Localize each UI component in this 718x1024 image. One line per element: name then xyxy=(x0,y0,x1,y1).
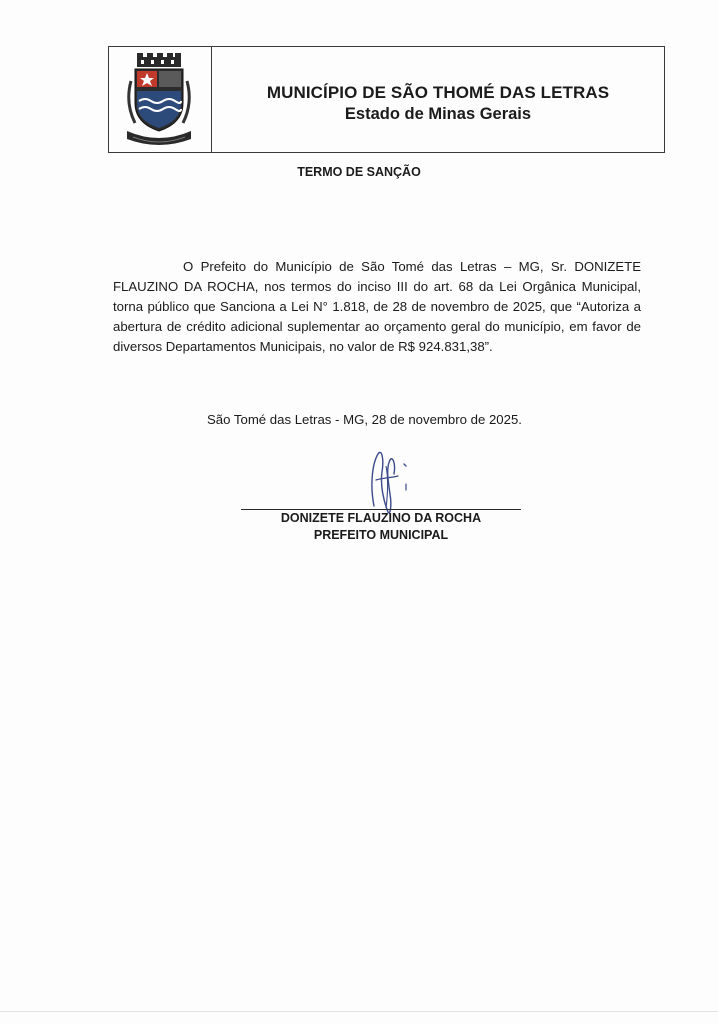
coat-of-arms-icon xyxy=(119,51,199,147)
scan-edge xyxy=(0,1011,718,1012)
body-paragraph: O Prefeito do Município de São Tomé das Letras – MG, Sr. DONIZETE FLAUZINO DA ROCHA, nos termos do inciso III do art. 68 da Lei Orgânica Municipal, torna público que Sanciona a Lei N° 1.818, de 28 de novembro de 2025, que “Autoriza a abertura de crédito adicional suplementar ao orçamento geral do município, em favor de diversos Departamentos Municipais, no valor de R$ 924.831,38”. xyxy=(113,259,641,354)
signer-name: DONIZETE FLAUZINO DA ROCHA xyxy=(280,511,482,525)
date-line: São Tomé das Letras - MG, 28 de novembro de 2025. xyxy=(207,412,522,427)
municipality-title: MUNICÍPIO DE SÃO THOMÉ DAS LETRAS xyxy=(266,83,610,102)
signature-line xyxy=(241,509,521,510)
letterhead xyxy=(108,46,665,153)
document-title: TERMO DE SANÇÃO xyxy=(297,165,421,179)
signer-role: PREFEITO MUNICIPAL xyxy=(313,528,449,542)
handwritten-signature-icon xyxy=(360,446,420,518)
state-subtitle: Estado de Minas Gerais xyxy=(344,105,532,123)
